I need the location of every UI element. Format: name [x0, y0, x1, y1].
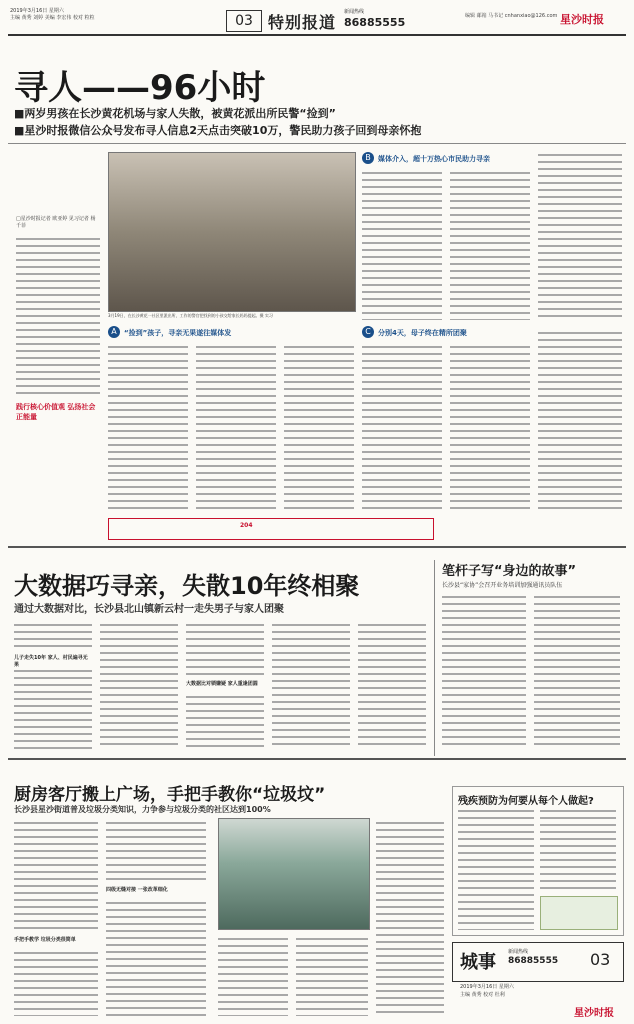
story3-subtitle: 长沙县“家协”会召开业务培训加强通讯员队伍: [442, 582, 563, 589]
sec2-number-icon: B: [362, 152, 374, 164]
story1-subtitle-1: ■两岁男孩在长沙黄花机场与家人失散，被黄花派出所民警“捡到”: [14, 107, 336, 120]
header-editors: 编辑 邮箱 马书记 cnhanxiao@126.com: [465, 13, 558, 19]
health-logo: [540, 896, 618, 930]
story2-col-text: [186, 622, 264, 676]
story1-col-text: [538, 152, 622, 320]
story1-section-3: 分别4天，母子终在精所团聚: [378, 329, 467, 337]
section-title: 特别报道: [268, 13, 337, 32]
callout-box: [108, 518, 434, 540]
story2-col-text: [358, 622, 426, 750]
story1-col-text: [196, 344, 276, 514]
story5-col-text: [458, 808, 534, 930]
story4-col-text: [218, 936, 288, 1016]
story1-section-1: “捡到”孩子，寻亲无果遂往媒体发: [124, 329, 232, 337]
footer-date: 2019年3月16日 星期六: [460, 984, 514, 990]
story2-section-2: 大数据比对锁嫌疑 家人重逢团圆: [186, 681, 258, 687]
story3-col-text: [442, 594, 526, 750]
story2-col-text: [14, 668, 92, 750]
footer-page-number: 03: [590, 950, 611, 969]
story3-title: 笔杆子写“身边的故事”: [442, 564, 577, 579]
story4-col-text: [106, 820, 206, 882]
story1-subtitle-2: ■星沙时报微信公众号发布寻人信息2天点击突破10万，警民助力孩子回到母亲怀抱: [14, 124, 422, 137]
story4-col-text: [14, 820, 98, 932]
story1-photo-caption: 3月19日，在长沙黄花一社区里派出所，工作的警官把找到的小孩交给家长妈妈提起。摄 实习: [108, 313, 273, 318]
story1-photo: [108, 152, 356, 312]
story1-title: 寻人——96小时: [14, 68, 266, 108]
story1-col-text: [362, 344, 442, 514]
callout-label: 204: [240, 522, 253, 529]
brand-logo: 星沙时报: [560, 13, 604, 26]
story4-section-1: 手把手教学 垃圾分类很简单: [14, 937, 76, 943]
story1-col-text: [284, 344, 354, 514]
story4-section-2: 四级无缝对接 一张改革细化: [106, 887, 168, 893]
footer-brand: 星沙时报: [574, 1008, 614, 1019]
story1-col-text: [108, 344, 188, 514]
story1-rule: [8, 143, 626, 144]
story4-col-text: [106, 900, 206, 1016]
story4-col-text: [376, 820, 444, 1016]
story1-section-2: 媒体介入，超十万热心市民助力寻亲: [378, 155, 490, 163]
header-date: 2019年3月16日 星期六 主编 黄秀 刘婷 美编 李宏伟 校对 粒粒: [10, 8, 95, 21]
footer-hotline: 86885555: [508, 956, 559, 966]
story1-col-text: [362, 170, 442, 320]
story2-col-text: [100, 622, 178, 750]
story5-col-text: [540, 808, 616, 890]
footer-section: 城事: [460, 952, 496, 973]
story2-subtitle: 通过大数据对比，长沙县北山镇新云村一走失男子与家人团聚: [14, 604, 284, 615]
story2-title: 大数据巧寻亲，失散10年终相聚: [14, 572, 360, 600]
story1-bottom-rule: [8, 546, 626, 548]
footer-editors: 主编 黄秀 校对 杜利: [460, 992, 505, 998]
hotline-number: 86885555: [344, 16, 406, 29]
story1-col-text: [538, 330, 622, 514]
story4-col-text: [296, 936, 368, 1016]
story5-title: 残疾预防为何要从每个人做起?: [458, 796, 594, 807]
column-label: 践行核心价值观 弘扬社会正能量: [16, 402, 96, 421]
story4-col-text: [14, 950, 98, 1016]
story1-byline: □星沙时报记者 欧亚婷 见习记者 杨千菲: [16, 216, 96, 229]
sec3-number-icon: C: [362, 326, 374, 338]
story2-bottom-rule: [8, 758, 626, 760]
story4-photo: [218, 818, 370, 930]
column-divider: [434, 560, 435, 756]
hotline-label: 新闻热线: [344, 9, 365, 15]
story1-intro-text: [16, 236, 100, 396]
story2-col-text: [14, 622, 92, 650]
story1-col-text: [450, 170, 530, 320]
header-rule: [8, 34, 626, 36]
story2-col-text: [186, 694, 264, 750]
page-number: 03: [226, 10, 262, 32]
story2-col-text: [272, 622, 350, 750]
story3-col-text: [534, 594, 620, 750]
sec1-number-icon: A: [108, 326, 120, 338]
story1-col-text: [450, 344, 530, 514]
story4-title: 厨房客厅搬上广场，手把手教你“垃圾坟”: [14, 785, 326, 805]
story4-subtitle: 长沙县星沙街道普及垃圾分类知识，力争参与垃圾分类的社区达到100%: [14, 805, 271, 814]
story2-section-1: 儿子走失10年 家人、村民遍寻无果: [14, 655, 88, 668]
footer-hotline-label: 新闻热线: [508, 949, 529, 955]
